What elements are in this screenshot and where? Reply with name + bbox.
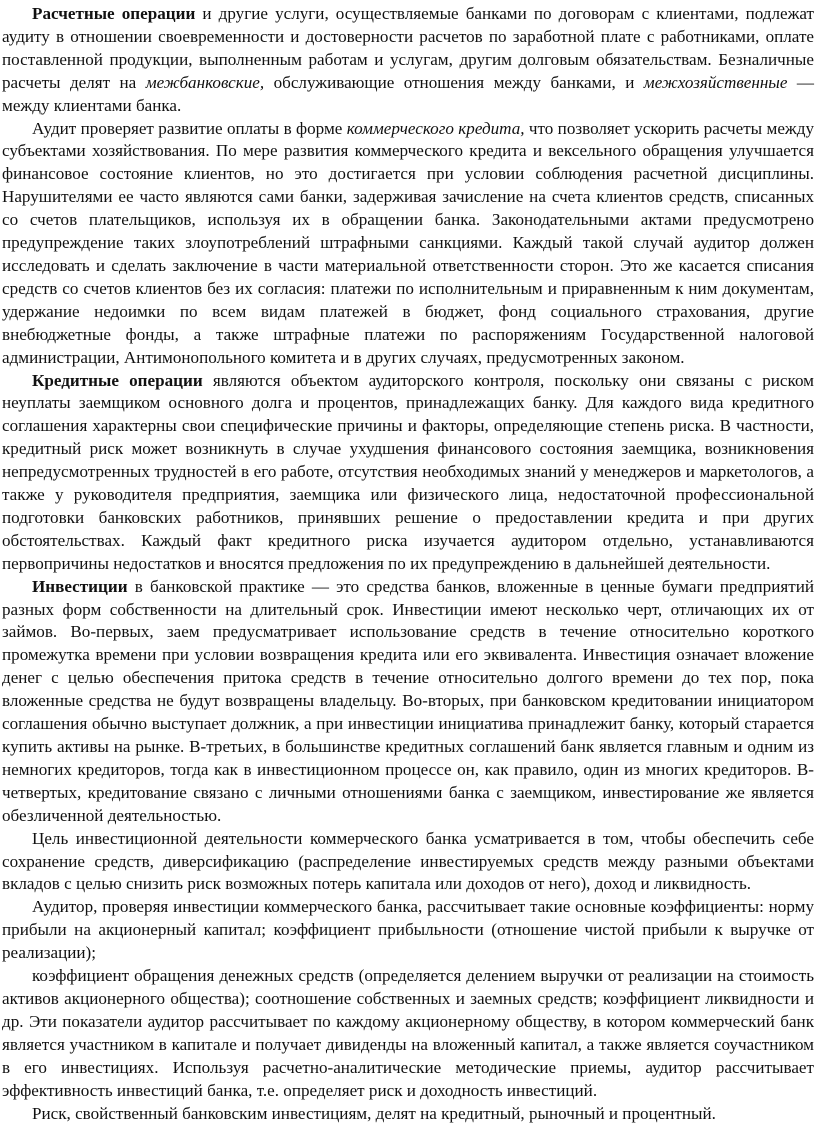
paragraph-cash-turnover [2, 965, 814, 1102]
paragraph-settlement-operations [2, 3, 814, 118]
paragraph-text: обслуживающие отношения между банками, и [264, 72, 644, 92]
term-credit-operations: Кредитные операции [32, 370, 203, 390]
paragraph-commercial-credit [2, 118, 814, 370]
paragraph-text: Цель инвестиционной деятельности коммерческого банка усматривается в том, чтобы обеспечить себе сохранение средств, диверсификацию (распределение инвестируемых средств между разными объектами вкладов с целью снизить риск возможных потерь капитала или доходов от него), доход и ликвидность. [2, 828, 814, 894]
term-investments: Инвестиции [32, 576, 128, 596]
paragraph-investment-risk [2, 1103, 814, 1126]
paragraph-text: Аудитор, проверяя инвестиции коммерческого банка, рассчитывает такие основные коэффициенты: норму прибыли на акционерный капитал; коэффициент прибыльности (отношение чистой прибыли к выручке от реализации); [2, 897, 814, 963]
paragraph-text: являются объектом аудиторского контроля, поскольку они связаны с риском неуплаты заемщиком основного долга и процентов, принадлежащих банку. Для каждого вида кредитного соглашения характерны свои специфические причины и факторы, определяющие степень риска. В частности, кредитный риск может возникнуть в случае ухудшения финансового состояния заемщика, возникновения непредусмотренных трудностей в его работе, отсутствия необходимых знаний у менеджеров и маркетологов, а также у руководителя предприятия, заемщика или физического лица, недостаточной профессиональной подготовки банковских работников, принявших решение о предоставлении кредита и при других обстоятельствах. Каждый факт кредитного риска изучается аудитором отдельно, устанавливаются первопричины недостатков и вносятся предложения по их предупреждению в дальнейшей деятельности. [2, 370, 814, 573]
paragraph-text: и другие услуги, осуществляемые банками по договорам с клиентами, подлежат аудиту в отношении своевременности и достоверности расчетов по заработной плате с работниками, оплате поставленной продукции, выполненным работам и услугам, другим долговым обязательствам. Безналичные расчеты делят на [2, 4, 815, 92]
paragraph-text: коэффициент обращения денежных средств (определяется делением выручки от реализации на стоимость активов акционерного общества); соотношение собственных и заемных средств; коэффициент ликвидности и др. Эти показатели аудитор рассчитывает по каждому акционерному обществу, в котором коммерческий банк является участником в капитале и получает дивиденды на вложенный капитал, а также является соучастником в его инвестициях. Используя расчетно-аналитические методические приемы, аудитор рассчитывает эффективность инвестиций банка, т.е. определяет риск и доходность инвестиций. [2, 966, 814, 1100]
paragraph-text: Аудит проверяет развитие оплаты в форме [32, 118, 347, 138]
paragraph-text: в банковской практике — это средства банков, вложенные в ценные бумаги предприятий разных форм собственности на длительный срок. Инвестиции имеют несколько черт, отличающих их от займов. Во-первых, заем предусматривает использование средств в течение относительно короткого промежутка времени при условии возвращения кредита или его эквивалента. Инвестиция означает вложение денег с целью обеспечения притока средств в течение относительно долгого времени до тех пор, пока вложенные средства не будут возвращены владельцу. Во-вторых, при банковском кредитовании инициатором соглашения обычно выступает должник, а при инвестиции инициатива принадлежит банку, который старается купить активы на рынке. В-третьих, в большинстве кредитных соглашений банк является главным и одним из немногих кредиторов, тогда как в инвестиционном процессе он, как правило, один из многих кредиторов. В-четвертых, кредитование связано с личными отношениями банка с заемщиком, инвестирование же является обезличенной деятельностью. [2, 576, 814, 825]
paragraph-investment-goal [2, 828, 814, 897]
paragraph-text: — между клиентами банка. [2, 72, 814, 115]
term-commercial-credit: коммерческого кредита, [346, 118, 525, 138]
paragraph-text: что позволяет ускорить расчеты между субъектами хозяйствования. По мере развития коммерческого кредита и вексельного обращения улучшается финансовое состояние клиентов, но это достигается при условии соблюдения расчетной дисциплины. Нарушителями ее часто являются сами банки, задерживая зачисление на счета клиентов средств, списанных со счетов плательщиков, используя их в обращении банка. Законодательными актами предусмотрено предупреждение таких злоупотреблений штрафными санкциями. Каждый такой случай аудитор должен исследовать и сделать заключение в части материальной ответственности сторон. Это же касается списания средств со счетов клиентов без их согласия: платежи по исполнительным и приравненным к ним документам, удержание недоимки по всем видам платежей в бюджет, фонд социального страхования, другие внебюджетные фонды, а также штрафные платежи по распоряжениям Государственной налоговой администрации, Антимонопольного комитета и в других случаях, предусмотренных законом. [2, 118, 814, 367]
paragraph-auditor-coefficients [2, 896, 814, 965]
paragraph-investments [2, 576, 814, 828]
paragraph-credit-operations [2, 370, 814, 576]
term-interbusiness: межхозяйственные [643, 72, 788, 92]
term-settlement-operations: Расчетные операции [32, 4, 196, 23]
term-interbank: межбанковские, [145, 72, 265, 92]
paragraph-text: Риск, свойственный банковским инвестициям, делят на кредитный, рыночный и процентный. [32, 1103, 716, 1123]
